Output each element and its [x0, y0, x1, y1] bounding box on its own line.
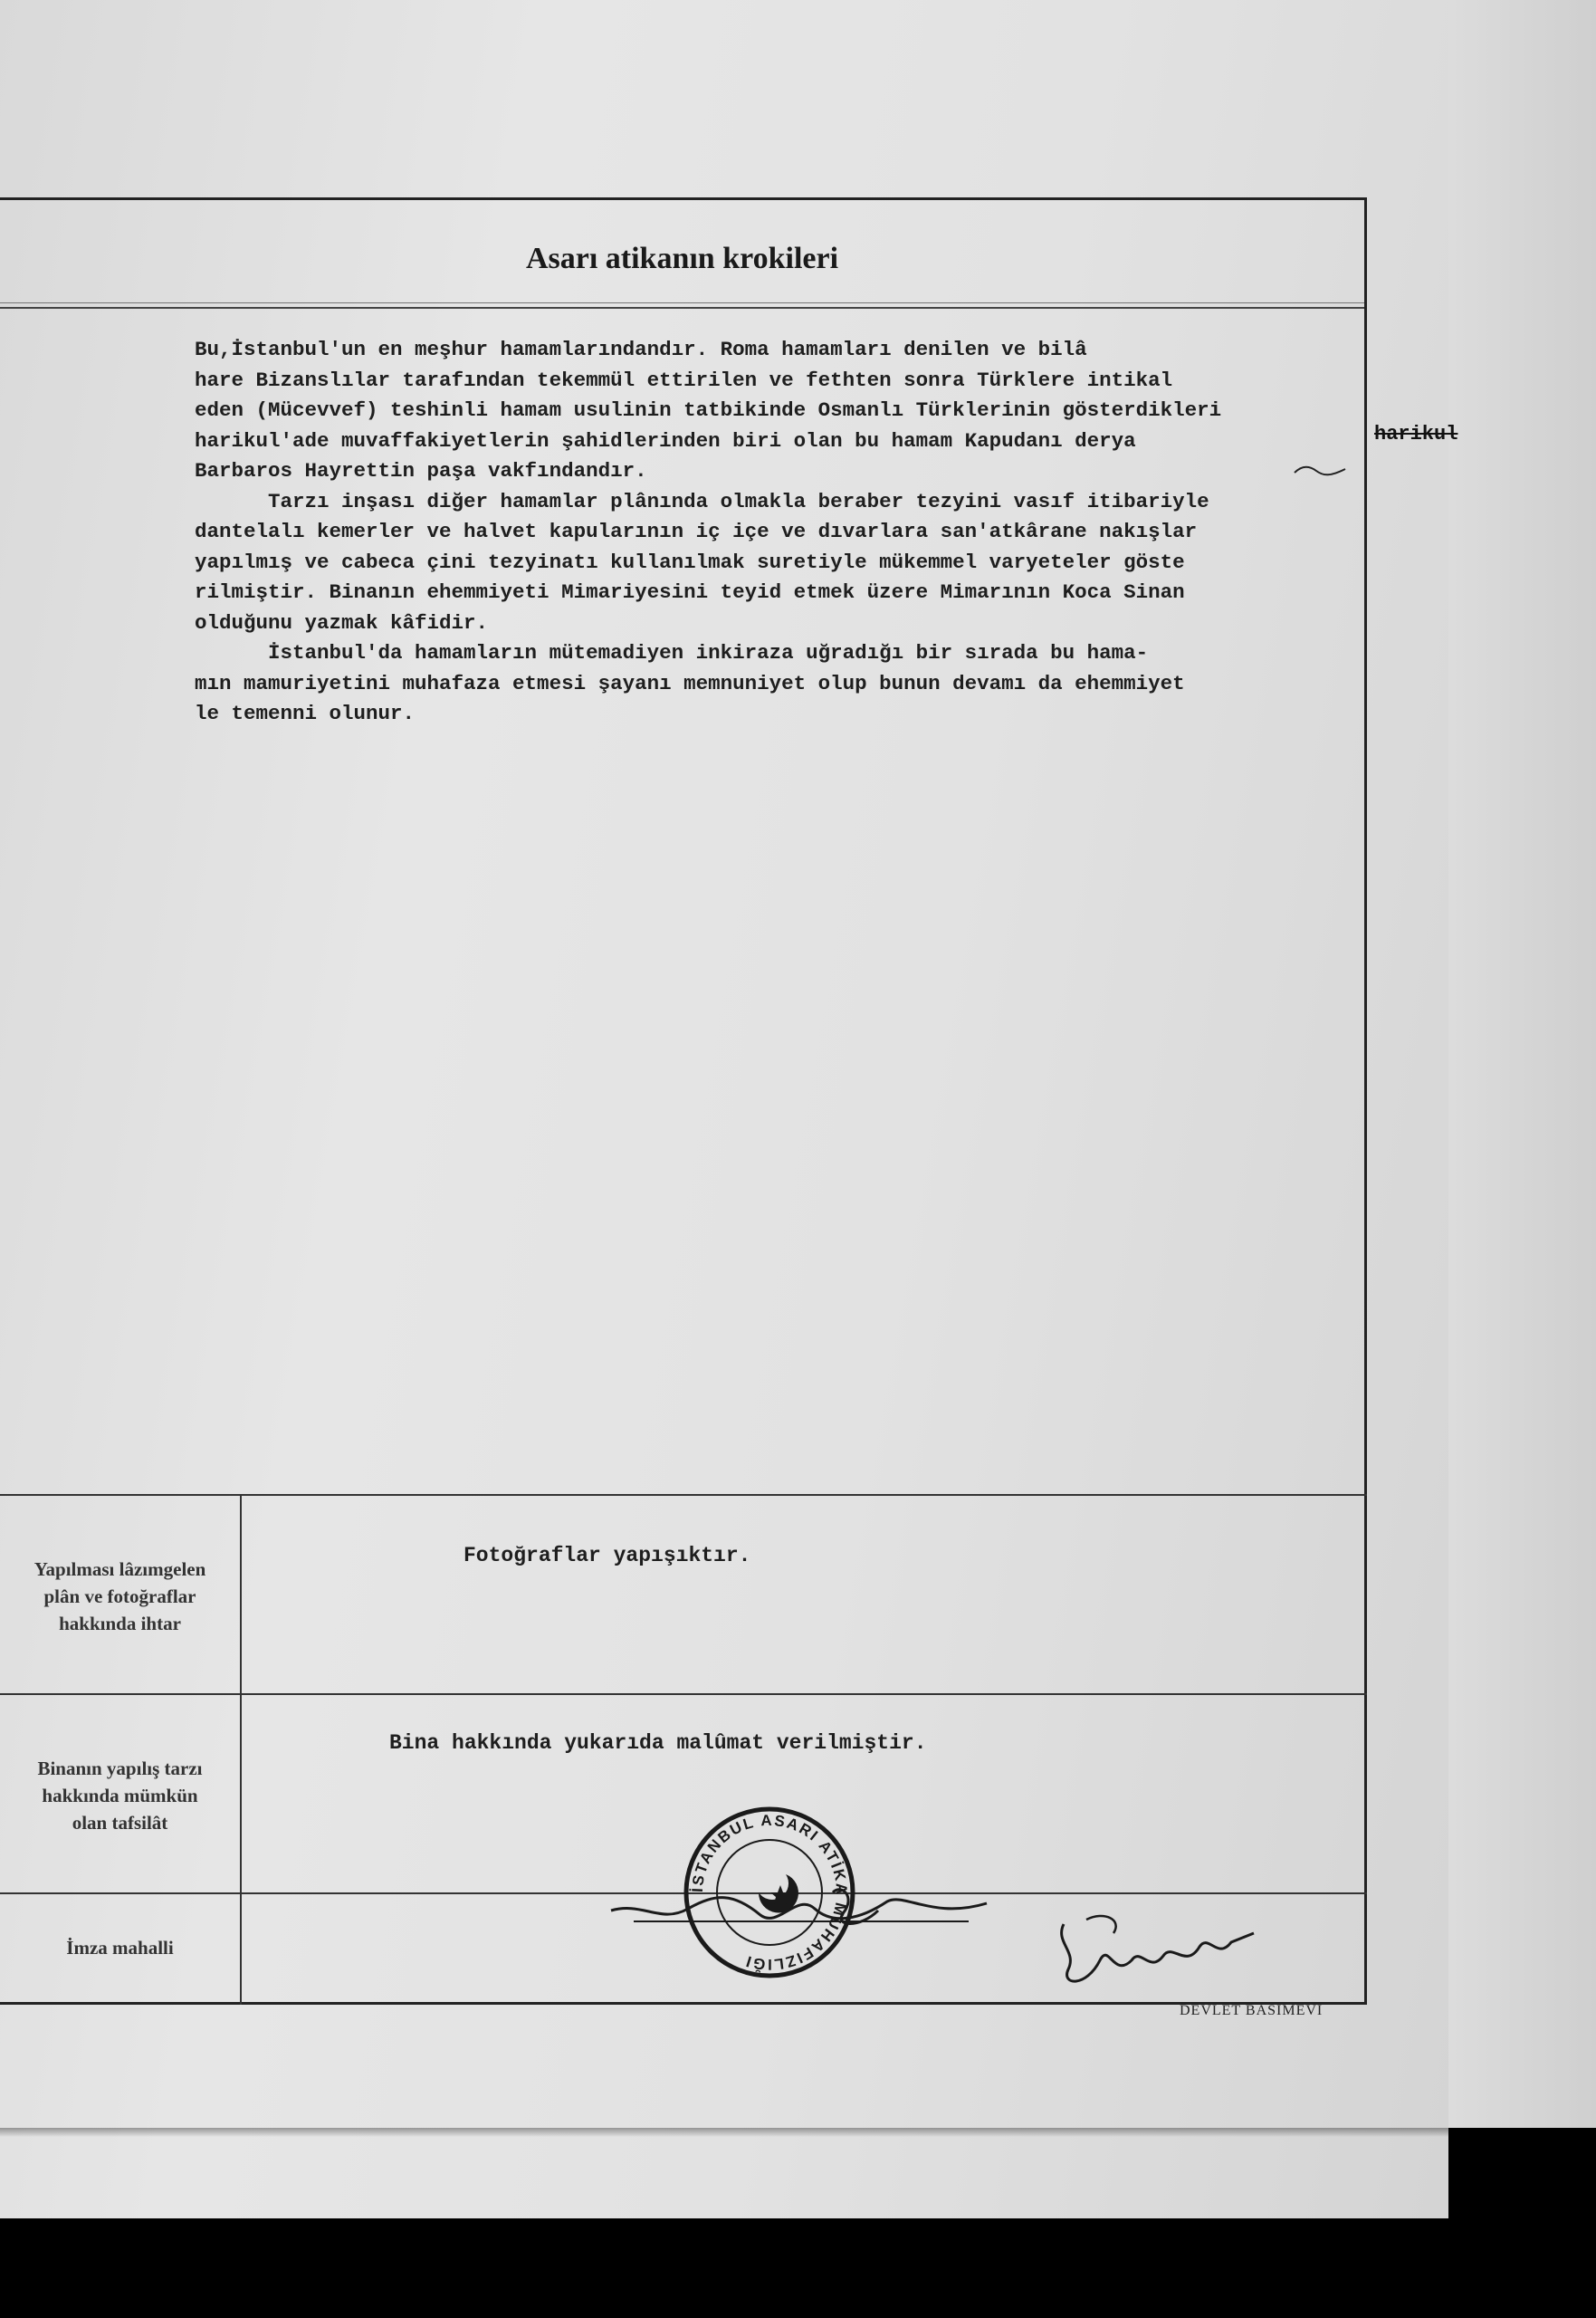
body-line: İstanbul'da hamamların mütemadiyen inkiraza uğradığı bir sırada bu hama- [195, 641, 1149, 665]
scan-background [0, 2218, 1596, 2318]
body-line: mın mamuriyetini muhafaza etmesi şayanı memnuniyet olup bunun devamı da ehemmiyet [195, 671, 1185, 695]
section-label-signature: İmza mahalli [66, 1937, 174, 1959]
body-line: Tarzı inşası diğer hamamlar plânında olmakla beraber tezyini vasıf itibariyle [195, 489, 1209, 513]
body-line: yapılmış ve cabeca çini tezyinatı kullanılmak suretiyle mükemmel varyeteler göste [195, 550, 1185, 574]
paper-edge [1448, 0, 1596, 2128]
section-label-plans: Yapılması lâzımgelen plân ve fotoğraflar hakkında ihtar [33, 1558, 206, 1634]
body-line: eden (Mücevvef) teshinli hamam usulinin tatbikinde Osmanlı Türklerinin gösterdikleri [195, 398, 1222, 422]
pen-mark [1293, 462, 1347, 480]
section-label-construction: Binanın yapılış tarzı hakkında mümkün olan tafsilât [37, 1758, 203, 1834]
section-divider [0, 1693, 1367, 1695]
body-line: Bu,İstanbul'un en meşhur hamamlarındandır. Roma hamamları denilen ve bilâ [195, 338, 1087, 361]
body-line: olduğunu yazmak kâfidir. [195, 610, 489, 635]
typed-description [195, 335, 1371, 730]
margin-note-struck: harikul [1374, 423, 1458, 445]
construction-note: Bina hakkında yukarıda malûmat verilmiştir. [389, 1731, 927, 1755]
section-divider [0, 1494, 1367, 1496]
signature-scribble [1050, 1906, 1258, 1992]
body-line: dantelalı kemerler ve halvet kapularının iç içe ve dıvarlara san'atkârane nakışlar [195, 520, 1198, 543]
body-line: rilmiştir. Binanın ehemmiyeti Mimariyesini teyid etmek üzere Mimarının Koca Sinan [195, 580, 1185, 604]
stamp-text: İSTANBUL ASARI ATİKA MUHAFIZLIĞI [688, 1811, 851, 1974]
body-line: le temenni olunur. [195, 702, 416, 725]
signature-scribble [607, 1874, 996, 1947]
printer-imprint: DEVLET BASIMEVİ [1180, 2003, 1324, 2018]
plans-note: Fotoğraflar yapışıktır. [464, 1544, 751, 1567]
label-column-divider [240, 1494, 242, 2005]
title-band [0, 200, 1364, 309]
body-line: harikul'ade muvaffakiyetlerin şahidlerinden biri olan bu hamam Kapudanı derya [195, 428, 1136, 453]
paper-fold-shadow [0, 2128, 1596, 2137]
body-line: hare Bizanslılar tarafından tekemmül ettirilen ve fethten sonra Türklere intikal [195, 368, 1173, 392]
form-title: Asarı atikanın krokileri [525, 242, 839, 275]
body-line: Barbaros Hayrettin paşa vakfındandır. [195, 459, 647, 483]
